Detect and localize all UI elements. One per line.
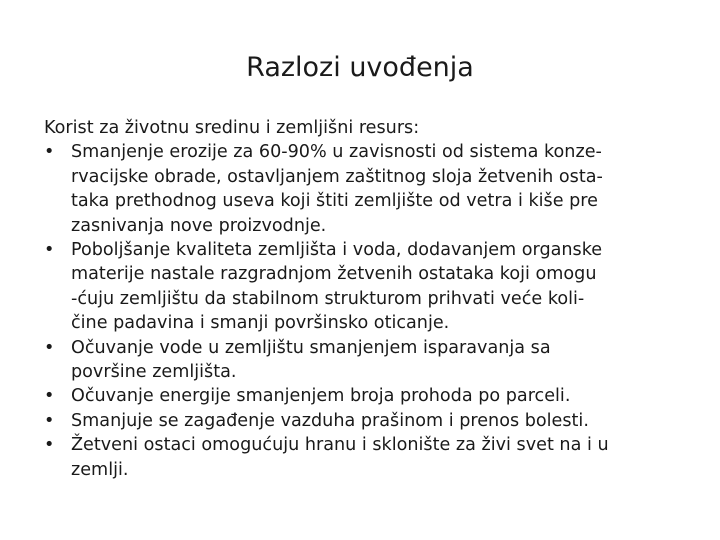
bullet-item xyxy=(44,336,684,385)
bullet-marker: • xyxy=(44,435,55,456)
bullet-list xyxy=(44,140,684,482)
bullet-line: -ćuju zemljištu da stabilnom strukturom prihvati veće koli- xyxy=(71,288,585,309)
bullet-line: materije nastale razgradnjom žetvenih ostataka koji omogu xyxy=(71,264,597,285)
bullet-marker: • xyxy=(44,142,55,163)
bullet-line: taka prethodnog useva koji štiti zemljište od vetra i kiše pre xyxy=(71,191,598,212)
bullet-line: Očuvanje energije smanjenjem broja prohoda po parceli. xyxy=(71,386,571,407)
slide-content xyxy=(44,116,684,482)
bullet-marker: • xyxy=(44,410,55,431)
bullet-line: Očuvanje vode u zemljištu smanjenjem isparavanja sa xyxy=(71,337,551,358)
bullet-line: površine zemljišta. xyxy=(71,362,237,383)
bullet-text xyxy=(71,140,684,238)
bullet-item xyxy=(44,238,684,336)
bullet-item xyxy=(44,409,684,433)
bullet-line: zemlji. xyxy=(71,459,129,480)
bullet-item xyxy=(44,384,684,408)
bullet-text xyxy=(71,336,684,385)
bullet-line: Žetveni ostaci omogućuju hranu i sklonište za živi svet na i u xyxy=(71,435,609,456)
bullet-text xyxy=(71,433,684,482)
intro-text: Korist za životnu sredinu i zemljišni resurs: xyxy=(44,118,420,138)
bullet-item xyxy=(44,140,684,238)
bullet-text xyxy=(71,409,684,433)
bullet-text xyxy=(71,238,684,336)
bullet-line: čine padavina i smanji površinsko oticanje. xyxy=(71,313,450,334)
bullet-item xyxy=(44,433,684,482)
slide-title: Razlozi uvođenja xyxy=(246,52,474,83)
bullet-marker: • xyxy=(44,337,55,358)
bullet-marker: • xyxy=(44,240,55,261)
bullet-text xyxy=(71,384,684,408)
bullet-marker: • xyxy=(44,386,55,407)
bullet-line: Smanjuje se zagađenje vazduha prašinom i prenos bolesti. xyxy=(71,410,589,431)
bullet-line: Poboljšanje kvaliteta zemljišta i voda, dodavanjem organske xyxy=(71,240,603,261)
bullet-line: zasnivanja nove proizvodnje. xyxy=(71,215,327,236)
bullet-line: rvacijske obrade, ostavljanjem zaštitnog sloja žetvenih osta- xyxy=(71,166,603,187)
bullet-line: Smanjenje erozije za 60-90% u zavisnosti od sistema konze- xyxy=(71,142,602,163)
